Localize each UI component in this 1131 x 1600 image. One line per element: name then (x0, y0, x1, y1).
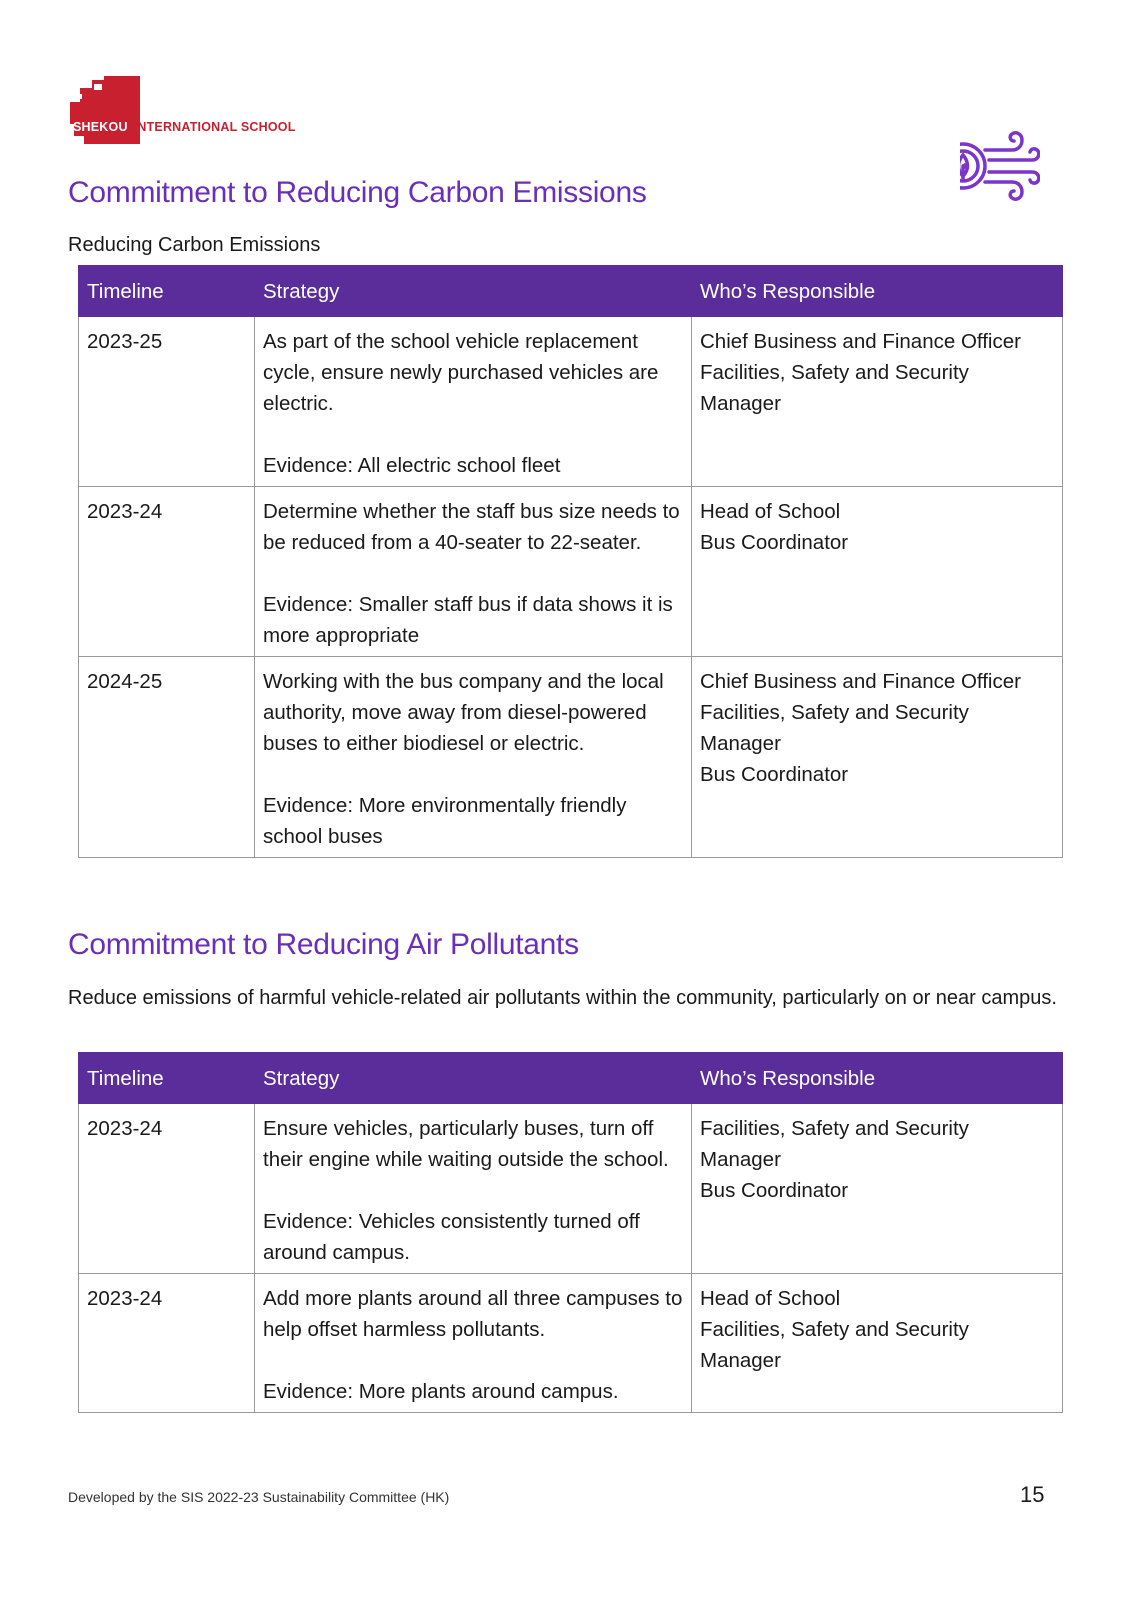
air-pollutants-table (78, 1052, 1063, 1413)
responsible-role: Bus Coordinator (700, 1179, 849, 1202)
timeline-cell: 2023-24 (79, 487, 255, 657)
column-header-timeline: Timeline (79, 1053, 255, 1104)
carbon-emissions-table (78, 265, 1063, 858)
strategy-text: As part of the school vehicle replacement cycle, ensure newly purchased vehicles are electric. (263, 330, 659, 415)
school-logo-icon (70, 76, 142, 148)
table-header-row (79, 266, 1063, 317)
footer-text: Developed by the SIS 2022-23 Sustainability Committee (HK) (68, 1489, 450, 1505)
responsible-cell (692, 487, 1063, 657)
evidence-text: Evidence: Vehicles consistently turned off around campus. (263, 1210, 640, 1264)
column-header-timeline: Timeline (79, 266, 255, 317)
table-row (79, 1274, 1063, 1413)
responsible-role: Facilities, Safety and Security Manager (700, 701, 969, 755)
responsible-cell (692, 317, 1063, 487)
responsible-role: Facilities, Safety and Security Manager (700, 1117, 969, 1171)
logo-word-international-school: INTERNATIONAL SCHOOL (133, 120, 296, 134)
strategy-cell (255, 1104, 692, 1274)
school-logo (70, 76, 360, 148)
evidence-text: Evidence: More environmentally friendly school buses (263, 794, 627, 848)
section-title-carbon: Commitment to Reducing Carbon Emissions (68, 176, 647, 209)
responsible-role: Head of School (700, 1287, 841, 1310)
strategy-cell (255, 657, 692, 858)
responsible-role: Bus Coordinator (700, 763, 849, 786)
responsible-cell (692, 657, 1063, 858)
column-header-strategy: Strategy (255, 1053, 692, 1104)
school-logo-text (70, 120, 296, 134)
strategy-cell (255, 1274, 692, 1413)
column-header-responsible: Who’s Responsible (692, 266, 1063, 317)
timeline-cell: 2023-24 (79, 1104, 255, 1274)
table-header-row (79, 1053, 1063, 1104)
strategy-text: Add more plants around all three campuses to help offset harmless pollutants. (263, 1287, 683, 1341)
table-row (79, 657, 1063, 858)
responsible-cell (692, 1104, 1063, 1274)
strategy-cell (255, 317, 692, 487)
strategy-cell (255, 487, 692, 657)
responsible-role: Chief Business and Finance Officer (700, 330, 1021, 353)
strategy-text: Working with the bus company and the local authority, move away from diesel-powered buses to either biodiesel or electric. (263, 670, 664, 755)
section-subtitle-carbon: Reducing Carbon Emissions (68, 234, 321, 256)
table-row (79, 1104, 1063, 1274)
timeline-cell: 2024-25 (79, 657, 255, 858)
table-row (79, 487, 1063, 657)
table-row (79, 317, 1063, 487)
responsible-cell (692, 1274, 1063, 1413)
column-header-responsible: Who’s Responsible (692, 1053, 1063, 1104)
section-title-air-pollutants: Commitment to Reducing Air Pollutants (68, 928, 579, 961)
responsible-role: Head of School (700, 500, 841, 523)
responsible-role: Facilities, Safety and Security Manager (700, 361, 969, 415)
evidence-text: Evidence: All electric school fleet (263, 454, 561, 477)
logo-word-shekou: SHEKOU (73, 120, 128, 134)
responsible-role: Chief Business and Finance Officer (700, 670, 1021, 693)
page-number: 15 (1020, 1482, 1045, 1507)
section-intro-air-pollutants: Reduce emissions of harmful vehicle-related air pollutants within the community, particularly on or near campus. (68, 987, 1057, 1009)
evidence-text: Evidence: Smaller staff bus if data shows it is more appropriate (263, 593, 673, 647)
timeline-cell: 2023-25 (79, 317, 255, 487)
column-header-strategy: Strategy (255, 266, 692, 317)
timeline-cell: 2023-24 (79, 1274, 255, 1413)
strategy-text: Ensure vehicles, particularly buses, turn off their engine while waiting outside the school. (263, 1117, 669, 1171)
evidence-text: Evidence: More plants around campus. (263, 1380, 619, 1403)
wind-leaf-icon (960, 122, 1040, 208)
strategy-text: Determine whether the staff bus size needs to be reduced from a 40-seater to 22-seater. (263, 500, 680, 554)
responsible-role: Facilities, Safety and Security Manager (700, 1318, 969, 1372)
responsible-role: Bus Coordinator (700, 531, 849, 554)
